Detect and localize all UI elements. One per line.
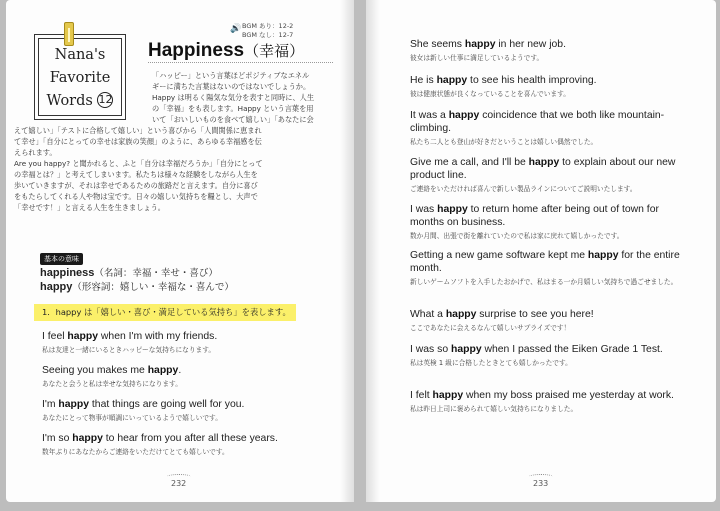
sunburst-icon — [167, 474, 191, 479]
example-jp: 私は昨日上司に褒められて嬉しい気持ちになりました。 — [410, 405, 578, 413]
example-jp: 私たち二人とも登山が好きだということは嬉しい偶然でした。 — [410, 138, 598, 146]
example — [410, 156, 690, 194]
example-en: He is happy to see his health improving. — [410, 75, 597, 86]
intro-line: Happy は明るく陽気な気分を表すと同時に、人生 — [152, 93, 315, 102]
example — [410, 343, 690, 368]
example-jp: あなたと会うと私は幸せな気持ちになります。 — [42, 380, 182, 388]
meaning-row — [40, 265, 218, 279]
title-box — [34, 34, 126, 120]
example-en: Getting a new game software kept me happy for the entire month. — [410, 250, 680, 274]
intro-text-top — [152, 70, 337, 125]
example — [410, 249, 690, 287]
example-jp: ここであなたに会えるなんて嬉しいサプライズです！ — [410, 324, 571, 332]
intro-line: いて「おいしいものを食べて嬉しい」「あなたに会 — [152, 115, 314, 124]
example-jp: 新しいゲームソフトを入手したおかげで、私はまる一か月嬉しい気持ちで過ごせました。 — [410, 278, 678, 286]
bgm-info — [242, 22, 293, 40]
example-en: I'm so happy to hear from you after all these years. — [42, 433, 278, 444]
intro-line: Are you happy? と聞かれると、ふと「自分は幸福だろうか」「自分にとって — [14, 159, 263, 168]
intro-text-bottom — [14, 125, 338, 213]
example-en: She seems happy in her new job. — [410, 39, 566, 50]
example-jp: 彼女は新しい仕事に満足しているようです。 — [410, 54, 544, 62]
example — [410, 74, 690, 99]
intro-line: ギーに満ちた言葉はないのではないでしょうか。 — [152, 82, 311, 91]
intro-line: て幸せ」「自分にとっての幸せは家族の笑顔」のように、あらゆる幸福感を伝 — [14, 137, 262, 146]
example-en: Give me a call, and I'll be happy to explain about our new product line. — [410, 157, 676, 181]
meaning-desc: （名詞：幸福・幸せ・喜び） — [94, 268, 218, 279]
gutter-shadow — [340, 0, 354, 502]
intro-line: をもたらしてくれる人や物は宝です。日々の嬉しい気持ちを糧とし、大声で — [14, 192, 258, 201]
example — [410, 38, 690, 63]
gutter-shadow — [366, 0, 380, 502]
example-jp: あなたにとって物事が順調にいっているようで嬉しいです。 — [42, 414, 222, 422]
intro-line: 「ハッピー」という言葉ほどポジティブなエネル — [152, 71, 310, 80]
heading-word: Happiness — [148, 40, 245, 61]
example-jp: 私は英検 1 級に合格したときとても嬉しかったです。 — [410, 359, 572, 367]
intro-line: 歩いていきますが、それは幸せであるための旅路だと言えます。自分に喜び — [14, 181, 258, 190]
paper-clip-icon — [64, 22, 74, 46]
example-en: I was happy to return home after being out of town for months on business. — [410, 204, 659, 228]
example-jp: 彼は健康状態が良くなっていることを喜んでいます。 — [410, 90, 570, 98]
title-line-1: Nana's — [54, 47, 106, 63]
usage-highlight: 1．happy は「嬉しい・喜び・満足している気持ち」を表します。 — [34, 304, 296, 321]
example — [42, 398, 342, 423]
example-en: It was a happy coincidence that we both like mountain-climbing. — [410, 110, 665, 134]
example-en: Seeing you makes me happy. — [42, 365, 182, 376]
intro-line: えられます。 — [14, 148, 57, 157]
title-line-2: Favorite — [49, 70, 111, 86]
intro-line: 「幸せです！」と言える人生を生きましょう。 — [14, 203, 165, 212]
page-number-text: 233 — [533, 479, 549, 488]
example — [42, 364, 342, 389]
example-en: I was so happy when I passed the Eiken Grade 1 Test. — [410, 344, 663, 355]
bgm-without: BGM なし：12-7 — [242, 31, 294, 39]
example-jp: 私は友達と一緒にいるときハッピーな気持ちになります。 — [42, 346, 216, 354]
example — [410, 203, 690, 241]
intro-line: の「幸福」をも表します。Happy という言葉を用 — [152, 104, 314, 113]
intro-line: の幸福とは？」と考えてしまいます。私たちは様々な経験をしながら人生を — [14, 170, 258, 179]
example-en: I'm happy that things are going well for you. — [42, 399, 245, 410]
example-jp: ご連絡をいただければ喜んで新しい製品ラインについてご説明いたします。 — [410, 185, 637, 193]
example-en: I feel happy when I'm with my friends. — [42, 331, 218, 342]
left-page — [6, 0, 354, 502]
bgm-with: BGM あり：12-2 — [242, 22, 294, 30]
page-number — [533, 479, 548, 488]
intro-line: えて嬉しい」「テストに合格して嬉しい」という喜びから「人間関係に恵まれ — [14, 126, 262, 135]
meaning-label: 基本の意味 — [40, 253, 83, 265]
example-en: What a happy surprise to see you here! — [410, 309, 594, 320]
example — [42, 330, 342, 355]
page-number-text: 232 — [171, 479, 187, 488]
heading-kanji: （幸福） — [244, 43, 305, 60]
right-page — [366, 0, 716, 502]
meaning-word: happy — [40, 281, 73, 293]
meaning-word: happiness — [40, 267, 95, 279]
meaning-desc: （形容詞：嬉しい・幸福な・喜んで） — [72, 282, 234, 293]
page-title — [148, 40, 304, 62]
sunburst-icon — [529, 474, 553, 479]
example — [42, 432, 342, 457]
example — [410, 389, 690, 414]
example-en: I felt happy when my boss praised me yesterday at work. — [410, 390, 674, 401]
title-number: 12 — [98, 93, 113, 106]
example — [410, 308, 690, 333]
meaning-row — [40, 279, 234, 293]
example — [410, 109, 690, 147]
page-number — [171, 479, 186, 488]
example-jp: 数か月間、出張で街を離れていたので私は家に戻れて嬉しかったです。 — [410, 232, 624, 240]
title-line-3: Words — [46, 93, 93, 109]
speaker-icon[interactable]: 🔊 — [230, 24, 242, 34]
example-jp: 数年ぶりにあなたからご連絡をいただけてとても嬉しいです。 — [42, 448, 229, 456]
heading-divider — [148, 62, 333, 63]
